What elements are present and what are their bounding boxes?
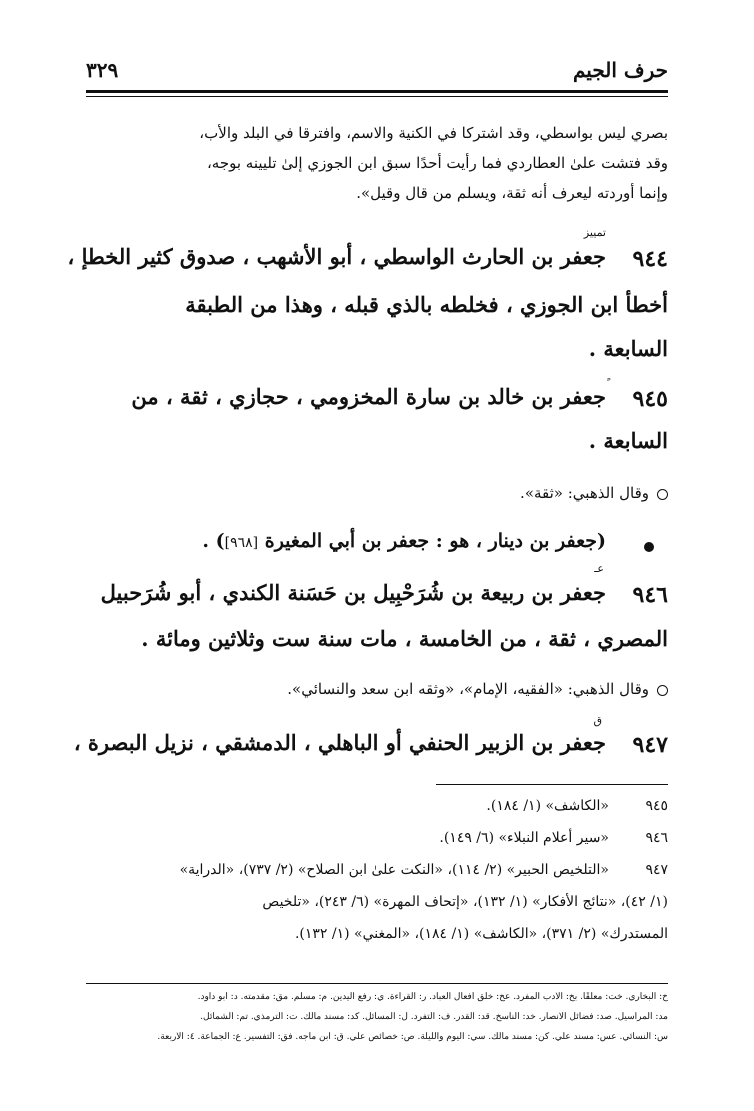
footnote-947-line3: المستدرك» (٢/ ٣٧١)، «الكاشف» (١/ ١٨٤)، «المغني» (١/ ١٣٢).: [294, 926, 668, 942]
intro-line: وإنما أوردته ليعرف أنه ثقة، ويسلم من قال وقيل».: [356, 184, 668, 202]
circle-bullet-icon: [657, 685, 668, 696]
entry-944-line1: جعفر بن الحارث الواسطي ، أبو الأشهب ، صدوق كثير الخطإ ،: [67, 244, 606, 269]
entry-944-line3: السابعة .: [588, 336, 668, 361]
entry-945-line1: جعفر بن خالد بن سارة المخزومي ، حجازي ، ثقة ، من: [131, 384, 606, 409]
filled-bullet-icon: [644, 542, 654, 552]
intro-paragraph: [86, 118, 668, 208]
abbreviations-rule: [86, 983, 668, 984]
entry-947-number: ٩٤٧: [632, 732, 668, 758]
entry-946-line2: المصري ، ثقة ، من الخامسة ، مات سنة ست وثلاثين ومائة .: [141, 626, 668, 651]
entry-946-line1: جعفر بن ربيعة بن شُرَحْبِيل بن حَسَنة الكندي ، أبو شُرَحبيل: [100, 580, 606, 605]
abbreviations-line: خ: البخاري. خت: معلقًا. بخ: الأدب المفرد. عخ: خلق أفعال العباد. ر: القراءة. ي: رفع اليدين. م: مسلم. مق: مقدمته. د: أبو داود.: [197, 992, 668, 1002]
footnote-947-number: ٩٤٧: [645, 862, 668, 878]
entry-944-line2: أخطأ ابن الجوزي ، فخلطه بالذي قبله ، وهذا من الطبقة: [185, 292, 668, 317]
entry-944-number: ٩٤٤: [632, 246, 668, 272]
footnote-945-number: ٩٤٥: [645, 798, 668, 814]
entry-945-line2: السابعة .: [588, 428, 668, 453]
entry-946-name: جعفر: [560, 580, 606, 605]
footnote-946-number: ٩٤٦: [645, 830, 668, 846]
abbreviations-line: مد: المراسيل. صد: فضائل الأنصار. خد: الناسخ. قد: القدر. ف: التفرد. ل: المسائل. كد: مسند مالك. ت: الترمذي. تم: الشمائل.: [200, 1012, 668, 1022]
entry-947-mark: ق: [593, 714, 602, 727]
entry-945-number: ٩٤٥: [632, 386, 668, 412]
entry-947-name: جعفر: [560, 730, 606, 755]
footnote-946-text: «سير أعلام النبلاء» (٦/ ١٤٩).: [439, 830, 609, 846]
page-number: ٣٢٩: [86, 58, 119, 82]
crossref-number: [٩٦٨]: [224, 535, 259, 551]
entry-946-number: ٩٤٦: [632, 582, 668, 608]
intro-line: وقد فتشت علىٰ العطاردي فما رأيت أحدًا سبق ابن الجوزي إلىٰ تليينه بوجه،: [206, 154, 668, 172]
footnote-947-line2: (١/ ٤٢)، «نتائج الأفكار» (١/ ١٣٢)، «إتحاف المهرة» (٦/ ٢٤٣)، «تلخيص: [262, 894, 668, 910]
circle-bullet-icon: [657, 489, 668, 500]
dhahabi-note-946: وقال الذهبي: «الفقيه، الإمام»، «وثقه ابن سعد والنسائي».: [287, 680, 668, 698]
footnote-rule: [436, 784, 668, 785]
crossref-entry: (جعفر بن دينار ، هو : جعفر بن أبي المغيرة [٩٦٨]) .: [202, 530, 606, 552]
header-rule-thin: [86, 96, 668, 97]
intro-line: بصري ليس بواسطي، وقد اشتركا في الكنية والاسم، وافترقا في البلد والأب،: [199, 124, 668, 142]
abbreviations-line: س: النسائي. عس: مسند علي. كن: مسند مالك. سي: اليوم والليلة. ص: خصائص علي. ق: ابن ماجه. فق: التفسير. ع: الجماعة. ٤: الأربعة.: [157, 1032, 668, 1042]
footnote-945-text: «الكاشف» (١/ ١٨٤).: [486, 798, 609, 814]
entry-947-line1: جعفر بن الزبير الحنفي أو الباهلي ، الدمشقي ، نزيل البصرة ،: [73, 730, 606, 755]
entry-945-name: جعفر: [560, 384, 606, 409]
entry-944-name: جعفر: [560, 244, 606, 269]
entry-944-mark: تمييز: [583, 226, 606, 239]
dhahabi-note-945: وقال الذهبي: «ثقة».: [520, 484, 668, 502]
header-rule-thick: [86, 90, 668, 93]
chapter-title: حرف الجيم: [573, 58, 668, 82]
entry-946-mark: عـ: [594, 562, 604, 575]
footnote-947-line1: «التلخيص الحبير» (٢/ ١١٤)، «النكت علىٰ ابن الصلاح» (٢/ ٧٣٧)، «الدراية»: [179, 862, 609, 878]
